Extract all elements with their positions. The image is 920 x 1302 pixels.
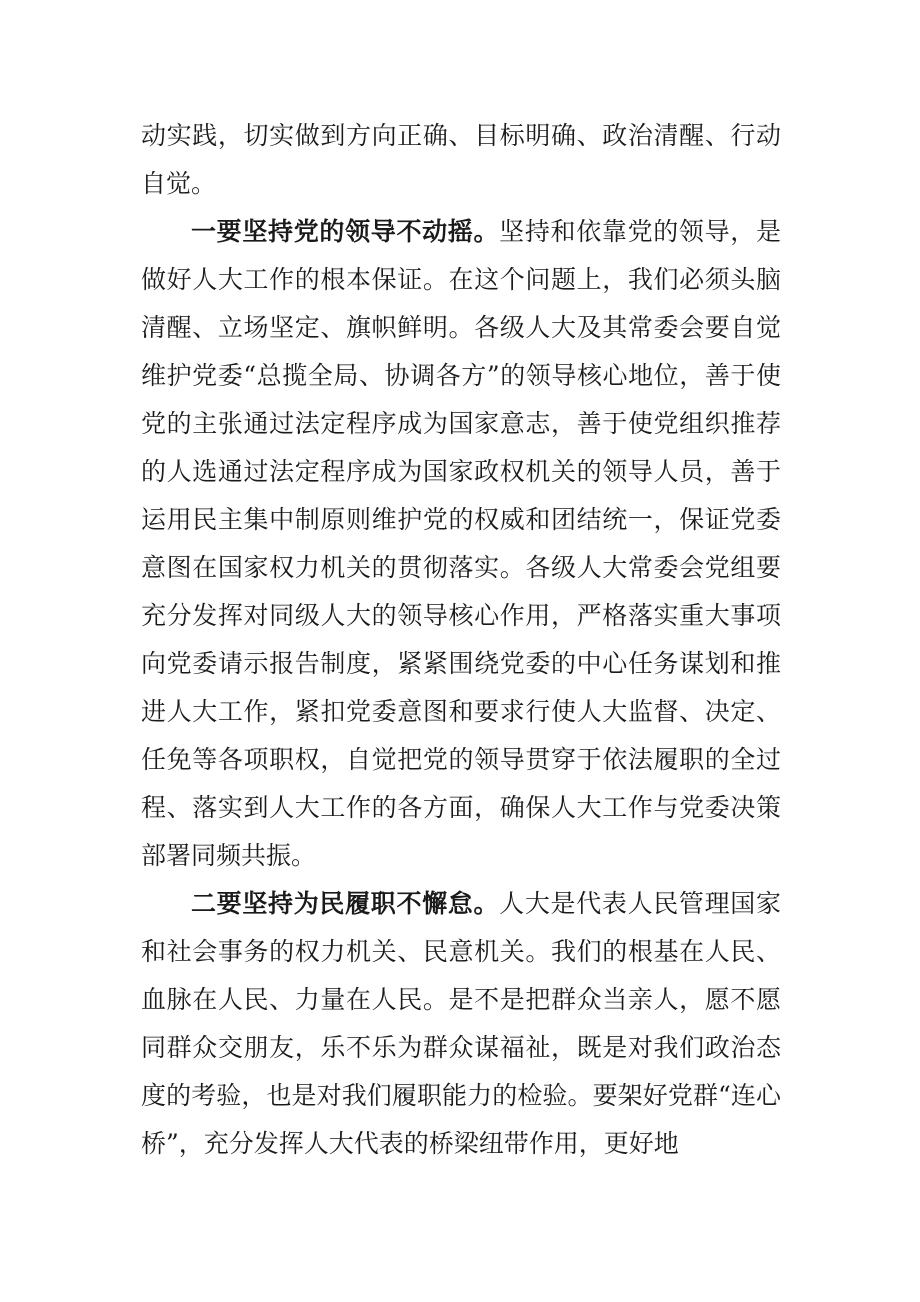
paragraph-lead-heading: 一要坚持党的领导不动摇。	[191, 217, 500, 246]
paragraph-text: 坚持和依靠党的领导，是做好人大工作的根本保证。在这个问题上，我们必须头脑清醒、立场坚定、旗帜鲜明。各级人大及其常委会要自觉维护党委“总揽全局、协调各方”的领导核心地位，善于使党的主张通过法定程序成为国家意志，善于使党组织推荐的人选通过法定程序成为国家政权机关的领导人员，善于运用民主集中制原则维护党的权威和团结统一，保证党委意图在国家权力机关的贯彻落实。各级人大常委会党组要充分发挥对同级人大的领导核心作用，严格落实重大事项向党委请示报告制度，紧紧围绕党委的中心任务谋划和推进人大工作，紧扣党委意图和要求行使人大监督、决定、任免等各项职权，自觉把党的领导贯穿于依法履职的全过程、落实到人大工作的各方面，确保人大工作与党委决策部署同频共振。	[141, 217, 781, 870]
body-text	[141, 112, 781, 1168]
paragraph-point-one	[141, 208, 781, 880]
paragraph-continuation	[141, 112, 781, 208]
paragraph-point-two	[141, 880, 781, 1168]
paragraph-lead-heading: 二要坚持为民履职不懈怠。	[191, 889, 500, 918]
paragraph-text: 动实践，切实做到方向正确、目标明确、政治清醒、行动自觉。	[141, 121, 781, 198]
paragraph-text: 人大是代表人民管理国家和社会事务的权力机关、民意机关。我们的根基在人民、血脉在人民、力量在人民。是不是把群众当亲人，愿不愿同群众交朋友，乐不乐为群众谋福祉，既是对我们政治态度的考验，也是对我们履职能力的检验。要架好党群“连心桥”，充分发挥人大代表的桥梁纽带作用，更好地	[141, 889, 781, 1158]
